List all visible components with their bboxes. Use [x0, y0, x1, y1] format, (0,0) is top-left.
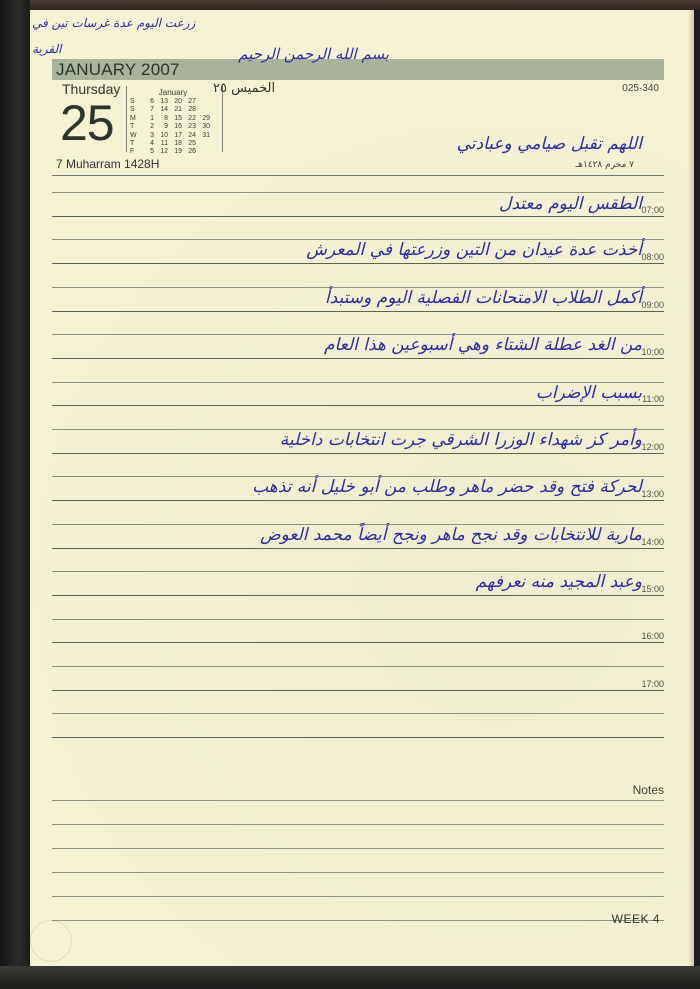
weekday-label: Thursday — [62, 81, 121, 97]
margin-note-top: زرعت اليوم عدة غرسات تين في — [32, 16, 196, 30]
mini-calendar-date: 18 — [174, 139, 182, 147]
ruled-line — [52, 311, 664, 312]
mini-calendar-date: 16 — [174, 123, 182, 131]
ruled-line — [52, 453, 664, 454]
mini-calendar-date: 12 — [160, 148, 168, 156]
ruled-line — [52, 263, 664, 264]
handwritten-line: بسبب الإضراب — [535, 383, 642, 403]
handwritten-line: الطقس اليوم معتدل — [499, 194, 642, 214]
diary-bottom-edge — [0, 966, 700, 989]
margin-note-second: القرية — [32, 42, 62, 56]
mini-calendar-date: 26 — [188, 148, 196, 156]
bismillah-handwritten: بسم الله الرحمن الرحيم — [238, 45, 389, 63]
time-slot-label: 07:00 — [641, 205, 664, 215]
mini-calendar-date: 6 — [150, 98, 154, 105]
mini-calendar-row — [130, 132, 216, 140]
notes-label: Notes — [632, 783, 664, 797]
mini-calendar-grid — [130, 98, 216, 157]
time-slot-label: 08:00 — [641, 252, 664, 262]
mini-calendar — [130, 88, 216, 157]
mini-calendar-date: 24 — [188, 131, 196, 139]
notes-line — [52, 872, 664, 873]
ruled-line — [52, 737, 664, 738]
handwritten-line: مارية للانتخابات وقد نجح ماهر ونجح أيضاً محمد العوض — [260, 525, 642, 545]
mini-calendar-date: 31 — [202, 131, 210, 139]
hijri-date-english: 7 Muharram 1428H — [56, 157, 160, 171]
hijri-date-arabic: ٧ محرم ١٤٢٨هـ — [575, 160, 634, 170]
mini-calendar-row — [130, 106, 216, 114]
notes-line — [52, 824, 664, 825]
ruled-line — [52, 713, 664, 714]
mini-calendar-date: 21 — [174, 106, 182, 114]
handwritten-line: وأمر كز شهداء الوزرا الشرقي جرت انتخابات داخلية — [279, 430, 642, 450]
time-slot-label: 16:00 — [641, 631, 664, 641]
mini-calendar-row — [130, 140, 216, 148]
handwritten-line: لحركة فتح وقد حضر ماهر وطلب من أبو خليل أنه تذهب — [252, 477, 642, 497]
day-number: 25 — [60, 95, 114, 151]
mini-calendar-date: 19 — [174, 148, 182, 156]
mini-calendar-row — [130, 123, 216, 131]
ruled-line — [52, 358, 664, 359]
ruled-line — [52, 666, 664, 667]
mini-calendar-date: 30 — [202, 123, 210, 131]
time-slot-label: 14:00 — [641, 537, 664, 547]
ruled-line — [52, 642, 664, 643]
notes-line — [52, 800, 664, 801]
diary-spine — [0, 0, 30, 989]
page-stain — [30, 920, 72, 962]
mini-calendar-row — [130, 115, 216, 123]
ruled-line — [52, 192, 664, 193]
mini-calendar-day-letter: T — [130, 139, 135, 147]
mini-calendar-date: 29 — [202, 114, 210, 122]
mini-calendar-day-letter: W — [130, 131, 137, 139]
mini-calendar-day-letter: F — [130, 148, 135, 156]
mini-calendar-row — [130, 98, 216, 106]
time-slot-label: 10:00 — [641, 347, 664, 357]
mini-calendar-date: 27 — [188, 98, 196, 105]
ruled-line — [52, 216, 664, 217]
handwritten-line: اللهم تقبل صيامي وعبادتي — [456, 134, 642, 154]
time-slot-label: 12:00 — [641, 442, 664, 452]
handwritten-line: أكمل الطلاب الامتحانات الفصلية اليوم وستبدأ — [324, 288, 642, 308]
mini-calendar-date: 8 — [164, 114, 168, 122]
mini-calendar-day-letter: M — [130, 114, 136, 122]
mini-calendar-day-letter: S — [130, 106, 135, 114]
arabic-weekday: الخميس ٢٥ — [213, 81, 276, 96]
ruled-line — [52, 405, 664, 406]
ruled-line — [52, 690, 664, 691]
mini-calendar-date: 17 — [174, 131, 182, 139]
week-label: WEEK 4 — [611, 912, 660, 926]
time-slot-label: 09:00 — [641, 300, 664, 310]
time-slot-label: 11:00 — [642, 394, 664, 404]
mini-calendar-day-letter: S — [130, 98, 135, 105]
header-divider — [52, 175, 664, 176]
mini-calendar-date: 20 — [174, 98, 182, 105]
ruled-line — [52, 595, 664, 596]
notes-line — [52, 848, 664, 849]
mini-calendar-day-letter: T — [130, 123, 135, 131]
page-edge-shadow — [688, 10, 694, 966]
notes-line — [52, 920, 664, 921]
mini-calendar-date: 1 — [150, 114, 154, 122]
handwritten-line: من الغد عطلة الشتاء وهي أسبوعين هذا العام — [324, 335, 642, 355]
mini-calendar-date: 14 — [160, 106, 168, 114]
mini-calendar-date: 11 — [160, 139, 168, 147]
time-slot-label: 13:00 — [641, 489, 664, 499]
day-count: 025·340 — [622, 83, 659, 94]
ruled-line — [52, 500, 664, 501]
mini-calendar-date: 9 — [164, 123, 168, 131]
mini-calendar-row — [130, 148, 216, 156]
mini-calendar-date: 15 — [174, 114, 182, 122]
mini-calendar-date: 3 — [150, 131, 154, 139]
diary-top-edge — [30, 0, 700, 10]
handwritten-line: وعبد المجيد منه نعرفهم — [475, 572, 642, 592]
mini-calendar-date: 10 — [160, 131, 168, 139]
mini-calendar-date: 5 — [150, 148, 154, 156]
mini-calendar-date: 4 — [150, 139, 154, 147]
ruled-line — [52, 619, 664, 620]
mini-calendar-date: 28 — [188, 106, 196, 114]
mini-calendar-date: 2 — [150, 123, 154, 131]
mini-calendar-date: 25 — [188, 139, 196, 147]
time-slot-label: 15:00 — [641, 584, 664, 594]
mini-calendar-title: January — [158, 88, 188, 97]
mini-calendar-date: 23 — [188, 123, 196, 131]
diary-page — [30, 10, 694, 966]
date-block — [52, 80, 232, 162]
date-separator-left — [126, 86, 127, 152]
handwritten-line: أخذت عدة عيدان من التين وزرعتها في المعرش — [306, 240, 642, 260]
mini-calendar-date: 7 — [150, 106, 154, 114]
notes-line — [52, 896, 664, 897]
mini-calendar-date: 13 — [160, 98, 168, 105]
mini-calendar-date: 22 — [188, 114, 196, 122]
time-slot-label: 17:00 — [641, 679, 664, 689]
month-year-label: JANUARY 2007 — [56, 60, 180, 79]
ruled-line — [52, 548, 664, 549]
